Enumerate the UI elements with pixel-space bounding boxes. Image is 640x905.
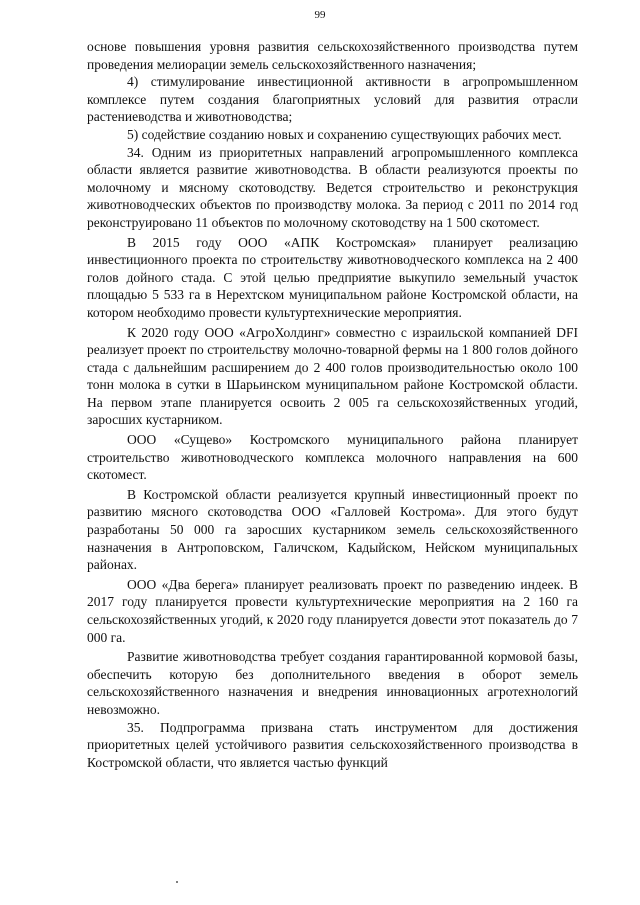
paragraph: основе повышения уровня развития сельскохозяйственного производства путем проведения мелиорации земель сельскохозяйственного назначения; bbox=[87, 39, 578, 72]
paragraph: В 2015 году ООО «АПК Костромская» планирует реализацию инвестиционного проекта по строительству животноводческого комплекса на 2 400 голов дойного стада. С этой целью предприятие выкупило земельный участок площадью 5 533 га в Нерехтском муниципальном районе Костромской области, на котором необходимо провести культуртехнические мероприятия. bbox=[87, 234, 578, 320]
paragraph: ООО «Сущево» Костромского муниципального района планирует строительство животноводческого комплекса молочного направления на 600 скотомест. bbox=[87, 432, 578, 483]
paragraph: В Костромской области реализуется крупный инвестиционный проект по развитию мясного скотоводства ООО «Галловей Кострома». Для этого будут разработаны 50 000 га заросших кустарником земель сельскохозяйственного назначения в Антроповском, Галичском, Кадыйском, Нейском муниципальных районах. bbox=[87, 486, 578, 573]
paragraph: ООО «Два берега» планирует реализовать проект по разведению индеек. В 2017 году планируется провести культуртехнические мероприятия на 2 160 га сельскохозяйственных угодий, к 2020 году планируется довести этот показатель до 7 000 га. bbox=[87, 576, 578, 645]
paragraph: 5) содействие созданию новых и сохранению существующих рабочих мест. bbox=[127, 126, 562, 142]
paragraph: Развитие животноводства требует создания гарантированной кормовой базы, обеспечить которую без дополнительного введения в оборот земель сельскохозяйственного назначения и внедрения инновационных агротехнологий невозможно. bbox=[87, 649, 578, 717]
document-body bbox=[87, 38, 578, 771]
paragraph: 34. Одним из приоритетных направлений агропромышленного комплекса области является развитие животноводства. В области реализуются проекты по молочному и мясному скотоводству. Ведется строительство и реконструкция животноводческих объектов по производству молока. За период с 2011 по 2014 год реконструировано 11 объектов по молочному скотоводству на 1 500 скотомест. bbox=[87, 144, 578, 230]
paragraph: 35. Подпрограмма призвана стать инструментом для достижения приоритетных целей устойчивого развития сельскохозяйственного производства в Костромской области, что является частью функций bbox=[87, 719, 578, 770]
scan-speck bbox=[176, 881, 178, 883]
page-number: 99 bbox=[314, 9, 326, 21]
paragraph: К 2020 году ООО «АгроХолдинг» совместно с израильской компанией DFI реализует проект по строительству молочно-товарной фермы на 1 800 голов дойного стада с дальнейшим расширением до 2 400 голов производительностью около 100 тонн молока в сутки в Шарьинском муниципальном районе Костромской области. На первом этапе планируется освоить 2 005 га сельскохозяйственных угодий, заросших кустарником. bbox=[87, 324, 578, 428]
paragraph: 4) стимулирование инвестиционной активности в агропромышленном комплексе путем создания благоприятных условий для развития отрасли растениеводства и животноводства; bbox=[87, 74, 578, 125]
